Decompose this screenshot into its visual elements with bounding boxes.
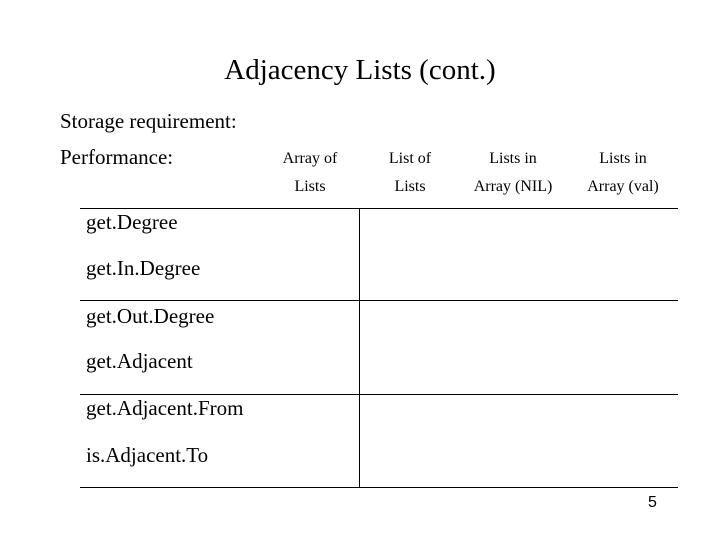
table-row-divider <box>80 300 678 301</box>
table-top-border <box>80 208 678 209</box>
operation-get-out-degree: get.Out.Degree <box>86 304 215 328</box>
slide-title: Adjacency Lists (cont.) <box>224 54 496 86</box>
column-header-line: Array of <box>282 150 338 167</box>
operation-get-degree: get.Degree <box>86 210 178 234</box>
operation-is-adjacent-to: is.Adjacent.To <box>86 443 209 467</box>
table-row-divider <box>80 394 678 395</box>
operation-get-adjacent-from: get.Adjacent.From <box>86 396 244 420</box>
page-number: 5 <box>648 494 657 511</box>
column-header-line: Lists <box>294 178 326 195</box>
operation-get-adjacent: get.Adjacent <box>86 349 193 373</box>
table-column-divider <box>359 208 360 487</box>
column-header-line: Lists in <box>599 150 647 167</box>
operation-get-in-degree: get.In.Degree <box>86 256 201 280</box>
table-bottom-border <box>80 487 678 488</box>
column-header-line: List of <box>388 150 432 167</box>
performance-label: Performance: <box>60 145 174 169</box>
column-header-line: Array (NIL) <box>473 178 553 195</box>
column-header-line: Array (val) <box>587 178 659 195</box>
column-header-line: Lists <box>394 178 426 195</box>
storage-requirement-label: Storage requirement: <box>60 109 237 133</box>
column-header-line: Lists in <box>489 150 537 167</box>
